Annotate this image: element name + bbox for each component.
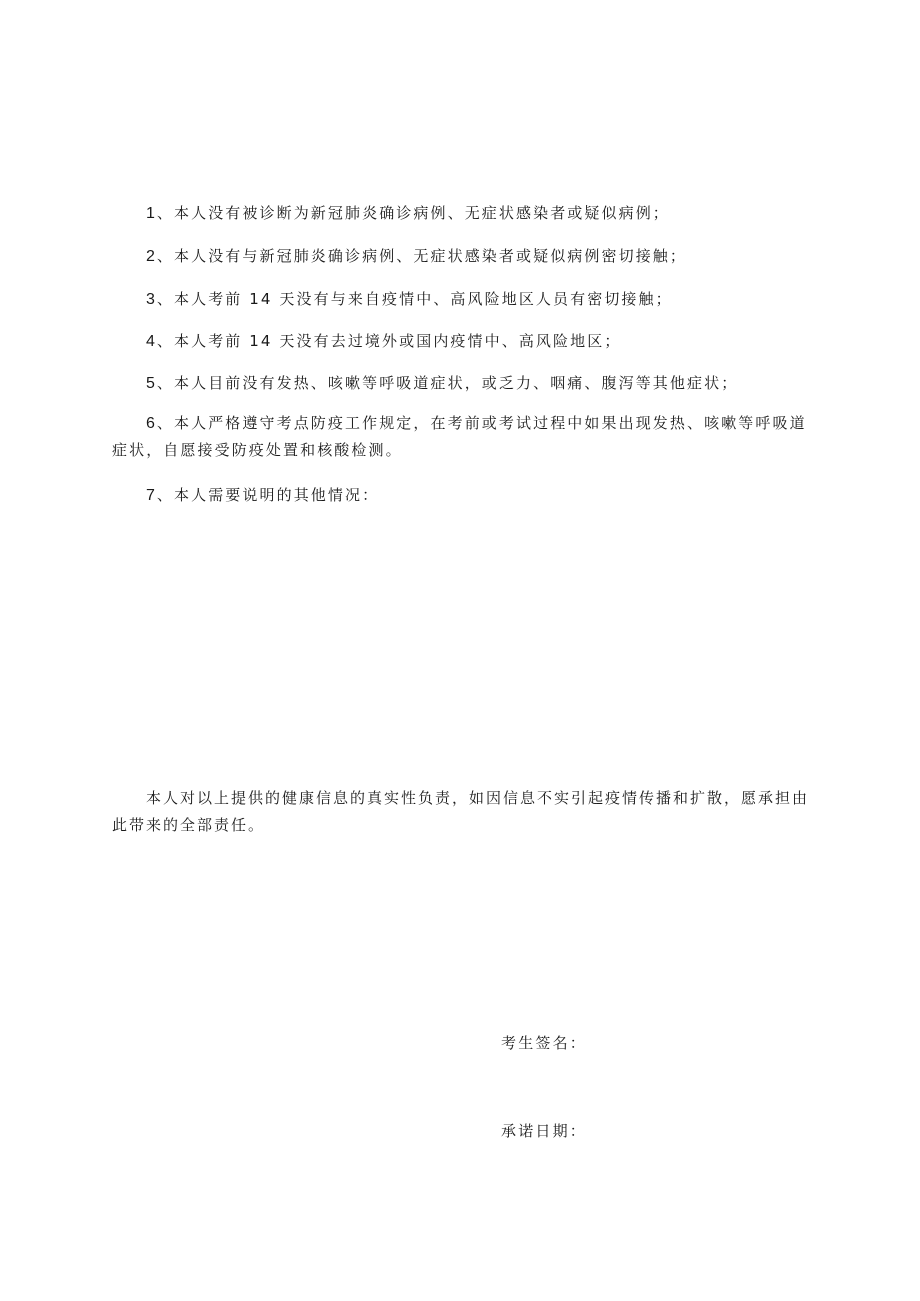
item-text: 、本人考前 14 天没有与来自疫情中、高风险地区人员有密切接触； bbox=[156, 290, 673, 308]
item-number: 7 bbox=[146, 487, 155, 504]
signature-label: 考生签名： bbox=[501, 1034, 588, 1052]
item-text: 、本人考前 14 天没有去过境外或国内疫情中、高风险地区； bbox=[156, 332, 622, 350]
item-text: 、本人需要说明的其他情况： bbox=[156, 486, 380, 504]
commitment-item-6 bbox=[112, 410, 812, 464]
date-label: 承诺日期： bbox=[501, 1122, 588, 1140]
item-number: 2 bbox=[146, 248, 155, 265]
commitment-item-1 bbox=[112, 200, 812, 227]
item-text: 、本人目前没有发热、咳嗽等呼吸道症状，或乏力、咽痛、腹泻等其他症状； bbox=[156, 374, 739, 392]
commitment-item-3 bbox=[112, 286, 812, 313]
responsibility-statement: 本人对以上提供的健康信息的真实性负责，如因信息不实引起疫情传播和扩散，愿承担由此带来的全部责任。 bbox=[112, 789, 810, 834]
item-text: 、本人没有与新冠肺炎确诊病例、无症状感染者或疑似病例密切接触； bbox=[156, 247, 688, 265]
commitment-item-4 bbox=[112, 328, 812, 355]
item-text: 、本人严格遵守考点防疫工作规定，在考前或考试过程中如果出现发热、咳嗽等呼吸道症状，自愿接受防疫处置和核酸检测。 bbox=[112, 414, 807, 459]
item-number: 3 bbox=[146, 291, 155, 308]
commitment-item-2 bbox=[112, 243, 812, 270]
commitment-item-5 bbox=[112, 370, 812, 397]
item-number: 1 bbox=[146, 205, 155, 222]
item-number: 5 bbox=[146, 375, 155, 392]
commitment-item-7 bbox=[112, 482, 812, 509]
item-number: 6 bbox=[146, 415, 155, 432]
item-text: 、本人没有被诊断为新冠肺炎确诊病例、无症状感染者或疑似病例； bbox=[156, 204, 670, 222]
item-number: 4 bbox=[146, 333, 155, 350]
